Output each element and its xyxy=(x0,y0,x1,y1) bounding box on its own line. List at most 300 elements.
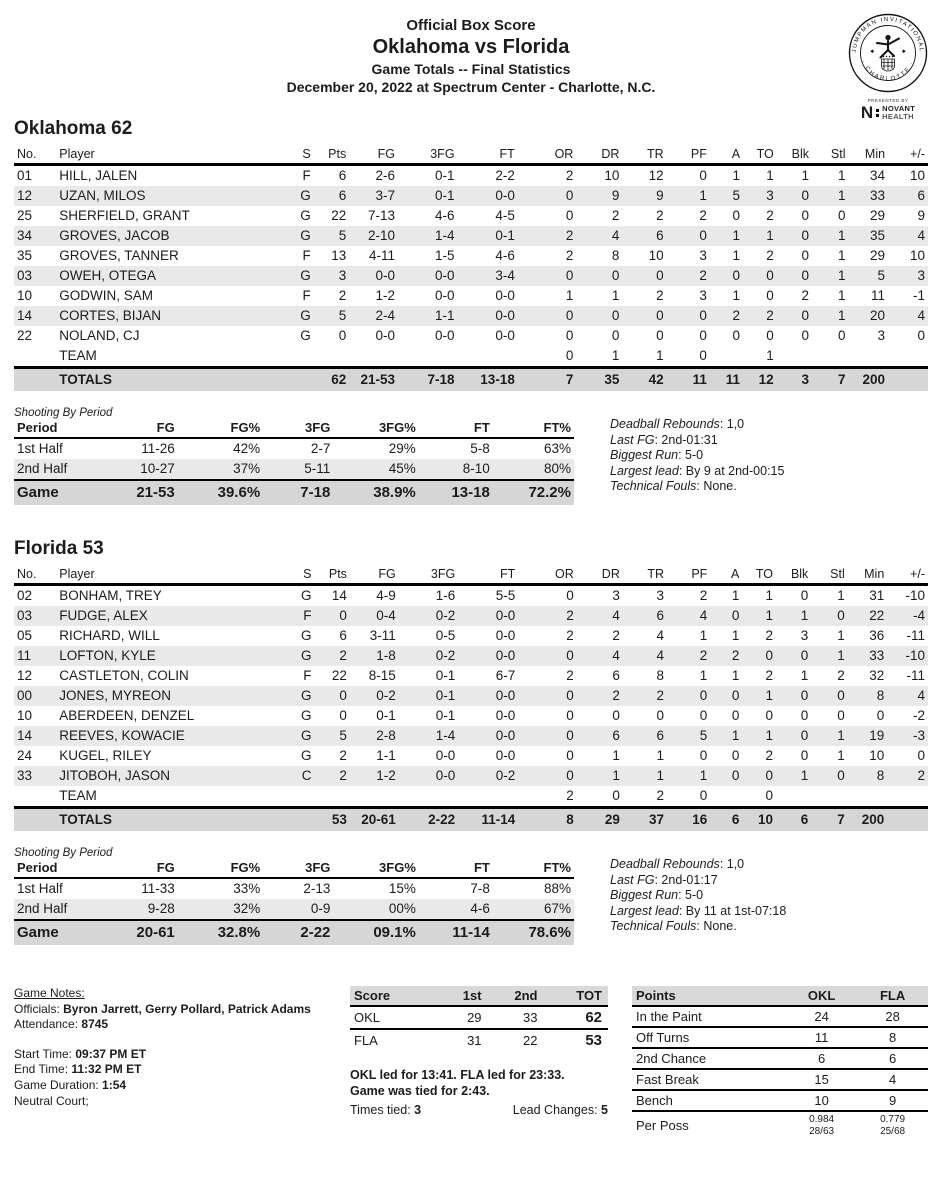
box-column-header: Blk xyxy=(777,146,812,165)
player-row xyxy=(14,585,928,607)
stat-cell: GODWIN, SAM xyxy=(59,288,154,303)
stat-cell: 0 xyxy=(837,768,845,783)
stat-cell: 1 xyxy=(731,728,740,743)
stat-cell: 4 xyxy=(611,228,620,243)
stat-cell: 0 xyxy=(565,208,574,223)
stat-cell: 0 xyxy=(656,328,664,343)
stat-cell: 9 xyxy=(611,188,620,203)
stat-cell: 24 xyxy=(17,748,33,763)
stat-cell: 0-5 xyxy=(435,628,456,643)
stat-cell: 1 xyxy=(765,688,773,703)
shooting-by-period-table xyxy=(14,420,574,505)
stat-cell: 2 xyxy=(837,668,845,683)
stat-cell: 1 xyxy=(800,668,809,683)
stat-cell: 1-4 xyxy=(435,228,455,243)
stat-cell: 0 xyxy=(801,308,810,323)
box-column-header: Min xyxy=(849,146,889,165)
stat-cell: 1 xyxy=(612,768,620,783)
stat-cell: 2 xyxy=(565,168,574,183)
shooting-column-header: Period xyxy=(14,420,104,438)
stat-cell xyxy=(14,786,56,808)
stat-cell: 8 xyxy=(566,812,574,827)
officials-line: Officials: Byron Jarrett, Gerry Pollard, Patrick Adams xyxy=(14,1001,311,1016)
stat-cell: F xyxy=(303,668,312,683)
stat-cell xyxy=(14,346,56,368)
stat-cell xyxy=(849,346,889,368)
stat-cell: 0 xyxy=(699,328,707,343)
box-column-header: Stl xyxy=(812,146,848,165)
stat-cell: 2 xyxy=(699,208,707,223)
stat-cell: 2 xyxy=(611,208,620,223)
stat-cell: 1 xyxy=(800,768,809,783)
player-row xyxy=(14,286,928,306)
team-note-label: Deadball Rebounds xyxy=(610,417,720,431)
player-row xyxy=(14,246,928,266)
stat-cell: 22 xyxy=(331,208,347,223)
stat-cell: 7-13 xyxy=(368,208,396,223)
player-row xyxy=(14,626,928,646)
shooting-header-row xyxy=(14,860,574,878)
stat-cell: 0-0 xyxy=(435,268,455,283)
score-row xyxy=(350,1006,608,1029)
stat-cell: 37 xyxy=(649,812,665,827)
shooting-cell: 42% xyxy=(233,441,261,456)
stat-cell: 0 xyxy=(765,708,773,723)
stat-cell: 0 xyxy=(800,648,809,663)
stat-cell: 03 xyxy=(17,608,33,623)
duration-line: Game Duration: 1:54 xyxy=(14,1077,127,1092)
lead-time-line: OKL led for 13:41. FLA led for 23:33. xyxy=(350,1068,565,1082)
stat-cell: 20 xyxy=(870,308,886,323)
stat-cell: 0-0 xyxy=(435,328,455,343)
stat-cell: 0-0 xyxy=(375,268,396,283)
box-column-header: S xyxy=(282,566,314,585)
stat-cell: TEAM xyxy=(59,788,97,803)
team-note-line xyxy=(610,479,784,495)
end-time-line: End Time: 11:32 PM ET xyxy=(14,1062,142,1077)
box-column-header: 3FG xyxy=(399,566,458,585)
stat-cell: 0 xyxy=(339,688,347,703)
team-notes xyxy=(610,407,784,505)
points-category-cell: Fast Break xyxy=(632,1069,786,1090)
stat-cell: 12 xyxy=(17,668,33,683)
box-column-header: Stl xyxy=(811,566,847,585)
stat-cell: 0 xyxy=(566,728,574,743)
stat-cell: 1-8 xyxy=(376,648,396,663)
stat-cell: 00 xyxy=(17,688,33,703)
stat-cell: 2 xyxy=(765,748,773,763)
team-note-line xyxy=(610,464,784,480)
event-logo xyxy=(840,12,936,121)
team-note-value: : By 9 at 2nd-00:15 xyxy=(678,463,785,478)
score-value-cell: 62 xyxy=(544,1006,608,1029)
stat-cell: 3-7 xyxy=(375,188,396,203)
stat-cell: 11 xyxy=(692,372,707,387)
game-notes-title: Game Notes: xyxy=(14,986,85,1000)
stat-cell: 0 xyxy=(838,328,846,343)
stat-cell: 12 xyxy=(17,188,33,203)
team-stats-row xyxy=(14,346,928,368)
shooting-cell: 2-13 xyxy=(303,881,331,896)
stat-cell: 6 xyxy=(612,668,620,683)
stat-cell: 0-0 xyxy=(495,748,516,763)
stat-cell: 6 xyxy=(339,628,347,643)
box-column-header: OR xyxy=(518,566,576,585)
score-column-header: Score xyxy=(350,986,432,1006)
stat-cell: G xyxy=(300,648,312,663)
stat-cell: 0-1 xyxy=(435,688,456,703)
stat-cell: 0 xyxy=(837,688,845,703)
points-category-cell: Bench xyxy=(632,1090,786,1111)
jumpman-invitational-logo-icon xyxy=(847,12,929,94)
stat-cell: 2 xyxy=(612,688,620,703)
lead-summary xyxy=(350,1067,608,1118)
stat-cell: 1 xyxy=(699,668,708,683)
stat-cell: 0-1 xyxy=(495,228,515,243)
stat-cell: 1-5 xyxy=(435,248,455,263)
shooting-cell: 2-22 xyxy=(300,924,331,941)
stat-cell: 10 xyxy=(17,708,33,723)
stat-cell: 0 xyxy=(339,708,347,723)
duration-value: 1:54 xyxy=(102,1077,127,1092)
team-notes xyxy=(610,847,786,945)
player-row xyxy=(14,186,928,206)
stat-cell: 0-0 xyxy=(435,768,456,783)
stat-cell: 1 xyxy=(838,248,846,263)
stat-cell xyxy=(314,786,349,808)
stat-cell: 3 xyxy=(877,328,886,343)
stat-cell: 6 xyxy=(656,728,665,743)
box-score-table xyxy=(14,566,928,831)
stat-cell: 01 xyxy=(17,168,33,183)
team-note-label: Biggest Run xyxy=(610,888,679,902)
points-row xyxy=(632,1027,928,1048)
shooting-column-header: Period xyxy=(14,860,104,878)
shooting-cell: 11-26 xyxy=(141,441,175,456)
stat-cell xyxy=(710,346,743,368)
shooting-cell: 21-53 xyxy=(136,484,175,501)
stat-cell: ABERDEEN, DENZEL xyxy=(59,708,195,723)
stat-cell: TEAM xyxy=(59,348,97,363)
stat-cell: 3-4 xyxy=(495,268,515,283)
stat-cell: 14 xyxy=(331,588,347,603)
stat-cell: 1 xyxy=(699,768,708,783)
stat-cell xyxy=(14,368,56,392)
officials-names: Byron Jarrett, Gerry Pollard, Patrick Adams xyxy=(63,1001,311,1016)
shooting-cell: 80% xyxy=(543,461,571,476)
stat-cell: 1-4 xyxy=(435,728,456,743)
team-stats-row xyxy=(14,786,928,808)
totals-row xyxy=(14,808,928,832)
box-column-header: Pts xyxy=(314,146,349,165)
stat-cell: 1 xyxy=(766,168,774,183)
shooting-cell: 13-18 xyxy=(451,484,490,501)
stat-cell: JONES, MYREON xyxy=(59,688,171,703)
stat-cell: 10 xyxy=(604,168,620,183)
stat-cell: 2 xyxy=(765,628,773,643)
attendance-value: 8745 xyxy=(81,1017,109,1032)
stat-cell: 0 xyxy=(566,768,574,783)
stat-cell: 1 xyxy=(838,308,846,323)
shooting-cell: 1st Half xyxy=(17,441,63,456)
stat-cell: 2-6 xyxy=(375,168,396,183)
team-section xyxy=(14,118,928,505)
points-category-cell: In the Paint xyxy=(632,1006,786,1027)
stat-cell: G xyxy=(300,748,312,763)
shooting-period-row xyxy=(14,459,574,480)
score-column-header: 1st xyxy=(432,986,487,1006)
stat-cell: 8 xyxy=(876,768,885,783)
start-time-value: 09:37 PM ET xyxy=(75,1046,147,1061)
player-row xyxy=(14,746,928,766)
stat-cell: OWEH, OTEGA xyxy=(59,268,157,283)
stat-cell: 0-2 xyxy=(376,688,396,703)
stat-cell: 2 xyxy=(731,648,740,663)
stat-cell: 35 xyxy=(17,248,33,263)
matchup-title: Oklahoma vs Florida xyxy=(372,36,570,59)
stat-cell: 3 xyxy=(766,188,774,203)
shooting-column-header: FT xyxy=(419,860,493,878)
score-header-row xyxy=(350,986,608,1006)
stat-cell: 10 xyxy=(869,748,885,763)
stat-cell: 7 xyxy=(837,812,845,827)
stat-cell: 2 xyxy=(339,648,347,663)
shooting-by-period xyxy=(14,847,574,945)
stat-cell: 31 xyxy=(869,588,885,603)
stat-cell: 1 xyxy=(732,228,741,243)
stat-cell: 12 xyxy=(758,372,774,387)
stat-cell: 10 xyxy=(757,812,773,827)
shooting-cell: 8-10 xyxy=(462,461,490,476)
box-column-header: TO xyxy=(743,146,777,165)
stat-cell xyxy=(848,786,888,808)
points-column-header: FLA xyxy=(857,986,928,1006)
shooting-period-row xyxy=(14,438,574,459)
stat-cell: 0 xyxy=(800,688,809,703)
stat-cell: 200 xyxy=(861,812,885,827)
per-poss-line: 0.779 xyxy=(880,1114,906,1125)
box-column-header: DR xyxy=(576,146,622,165)
stat-cell: 6 xyxy=(338,168,347,183)
stat-cell: 2 xyxy=(656,208,664,223)
stat-cell: GROVES, TANNER xyxy=(59,248,179,263)
stat-cell: JITOBOH, JASON xyxy=(59,768,171,783)
stat-cell: 7 xyxy=(565,372,574,387)
stat-cell: 34 xyxy=(17,228,33,243)
stat-cell: 0 xyxy=(917,748,925,763)
stat-cell: 5 xyxy=(338,228,347,243)
box-header-row xyxy=(14,566,928,585)
stat-cell: 1 xyxy=(731,668,740,683)
stat-cell: 2 xyxy=(766,308,774,323)
stat-cell: 0 xyxy=(565,268,574,283)
box-column-header: FG xyxy=(349,146,398,165)
shooting-cell: 11-14 xyxy=(452,924,490,941)
team-note-line xyxy=(610,873,786,889)
stat-cell: 3 xyxy=(656,588,665,603)
shooting-cell: 63% xyxy=(543,441,571,456)
box-column-header: DR xyxy=(577,566,623,585)
stat-cell: CASTLETON, COLIN xyxy=(59,668,189,683)
stat-cell xyxy=(888,368,928,392)
stat-cell: 0 xyxy=(565,328,574,343)
stat-cell: 1 xyxy=(837,628,845,643)
stat-cell: 35 xyxy=(870,228,886,243)
stat-cell: -10 xyxy=(905,588,925,603)
stat-cell: 8 xyxy=(656,668,665,683)
shooting-column-header: FT% xyxy=(493,420,574,438)
player-row xyxy=(14,686,928,706)
team-note-label: Biggest Run xyxy=(610,448,679,462)
stat-cell: 6 xyxy=(656,228,664,243)
score-summary xyxy=(350,986,622,1139)
start-time-line: Start Time: 09:37 PM ET xyxy=(14,1046,147,1061)
per-poss-line: 25/68 xyxy=(880,1125,906,1137)
box-column-header: Player xyxy=(56,146,281,165)
box-column-header: PF xyxy=(667,146,710,165)
shooting-cell: 09.1% xyxy=(373,924,416,941)
stat-cell: 0 xyxy=(876,708,885,723)
stat-cell: G xyxy=(300,628,312,643)
shooting-by-period-table xyxy=(14,860,574,945)
stat-cell xyxy=(282,808,314,832)
stat-cell: 0 xyxy=(566,588,574,603)
points-value-cell: 11 xyxy=(786,1027,857,1048)
stat-cell: 4 xyxy=(656,648,665,663)
points-value-cell: 4 xyxy=(857,1069,928,1090)
team-note-label: Largest lead xyxy=(610,463,679,478)
stat-cell: 6 xyxy=(800,812,809,827)
stat-cell: 8 xyxy=(876,688,885,703)
stat-cell: 0-0 xyxy=(495,608,516,623)
box-column-header: PF xyxy=(667,566,710,585)
stat-cell: 36 xyxy=(869,628,885,643)
stat-cell: G xyxy=(300,588,312,603)
stat-cell: 0-1 xyxy=(435,668,456,683)
player-row xyxy=(14,606,928,626)
score-by-period-table xyxy=(350,986,608,1051)
shooting-cell: 38.9% xyxy=(373,484,416,501)
stat-cell: 1 xyxy=(766,348,774,363)
stat-cell: 0 xyxy=(765,648,773,663)
stat-cell: TOTALS xyxy=(59,812,112,827)
box-column-header: A xyxy=(710,566,742,585)
stat-cell: 0 xyxy=(656,708,665,723)
points-row xyxy=(632,1069,928,1090)
stat-cell: -3 xyxy=(912,728,925,743)
report-subtitle: Game Totals -- Final Statistics xyxy=(371,60,571,77)
stat-cell: -4 xyxy=(912,608,925,623)
stat-cell: 1 xyxy=(732,288,741,303)
stat-cell: 2 xyxy=(565,228,574,243)
points-breakdown-table xyxy=(632,986,928,1139)
points-category-cell: 2nd Chance xyxy=(632,1048,786,1069)
stat-cell: 0-0 xyxy=(495,188,515,203)
stat-cell: 13-18 xyxy=(480,372,515,387)
shooting-column-header: FG% xyxy=(178,420,263,438)
stat-cell: 0 xyxy=(801,208,810,223)
stat-cell xyxy=(811,786,847,808)
shooting-column-header: 3FG% xyxy=(333,420,418,438)
stat-cell: 1 xyxy=(565,288,574,303)
team-note-value: : None. xyxy=(696,919,737,933)
stat-cell: UZAN, MILOS xyxy=(59,188,146,203)
stat-cell: 10 xyxy=(909,168,925,183)
stat-cell: 1 xyxy=(838,168,846,183)
points-value-cell: 24 xyxy=(786,1006,857,1027)
stat-cell: 0 xyxy=(765,788,773,803)
stat-cell: 2-8 xyxy=(376,728,396,743)
points-row xyxy=(632,1090,928,1111)
points-value-cell: 28 xyxy=(857,1006,928,1027)
stat-cell: -11 xyxy=(906,628,925,643)
stat-cell: 2 xyxy=(656,788,665,803)
stat-cell: 4-6 xyxy=(495,248,515,263)
stat-cell: 0 xyxy=(838,208,846,223)
stat-cell: 16 xyxy=(692,812,708,827)
stat-cell: 0 xyxy=(732,208,741,223)
player-row xyxy=(14,266,928,286)
game-date-venue: December 20, 2022 at Spectrum Center - Charlotte, N.C. xyxy=(286,78,656,95)
box-column-header: A xyxy=(710,146,743,165)
tied-time-line: Game was tied for 2:43. xyxy=(350,1084,490,1099)
stat-cell: 2 xyxy=(766,208,774,223)
shooting-column-header: FT xyxy=(419,420,493,438)
stat-cell: G xyxy=(300,728,312,743)
shooting-cell: 2-7 xyxy=(310,441,331,456)
shooting-cell: 0-9 xyxy=(310,901,331,916)
team-title: Oklahoma 62 xyxy=(14,118,133,139)
shooting-cell: 7-8 xyxy=(470,881,490,896)
team-note-value: : 2nd-01:17 xyxy=(654,872,718,887)
shooting-column-header: 3FG% xyxy=(333,860,418,878)
box-column-header: FT xyxy=(458,146,518,165)
box-column-header: Player xyxy=(56,566,282,585)
stat-cell: G xyxy=(300,208,311,223)
stat-cell: 19 xyxy=(869,728,885,743)
stat-cell: F xyxy=(303,608,312,623)
shooting-cell: Game xyxy=(17,484,59,501)
stat-cell: 3 xyxy=(917,268,925,283)
stat-cell: 4 xyxy=(612,608,620,623)
stat-cell: 2 xyxy=(339,748,347,763)
shooting-cell: 72.2% xyxy=(528,484,571,501)
shooting-game-row xyxy=(14,480,574,505)
stat-cell: 0-0 xyxy=(495,308,515,323)
per-poss-line: 0.984 xyxy=(809,1114,835,1125)
stat-cell: 2 xyxy=(612,628,620,643)
stat-cell: 0 xyxy=(801,268,810,283)
stat-cell: F xyxy=(302,288,311,303)
team-section xyxy=(14,538,928,945)
stat-cell: 3 xyxy=(338,268,347,283)
stat-cell: 4 xyxy=(612,648,620,663)
box-header-row xyxy=(14,146,928,165)
stat-cell: 12 xyxy=(648,168,664,183)
team-note-line xyxy=(610,417,784,433)
stat-cell: 0 xyxy=(611,308,620,323)
stat-cell: 53 xyxy=(331,812,347,827)
points-value-cell: 8 xyxy=(857,1027,928,1048)
stat-cell xyxy=(458,786,518,808)
stat-cell: 0 xyxy=(766,288,774,303)
stat-cell xyxy=(282,786,314,808)
stat-cell: 1 xyxy=(699,188,707,203)
stat-cell: 0-0 xyxy=(495,688,516,703)
stat-cell: 0-0 xyxy=(495,328,515,343)
stat-cell: 1-1 xyxy=(376,748,396,763)
stat-cell: 1 xyxy=(699,628,708,643)
